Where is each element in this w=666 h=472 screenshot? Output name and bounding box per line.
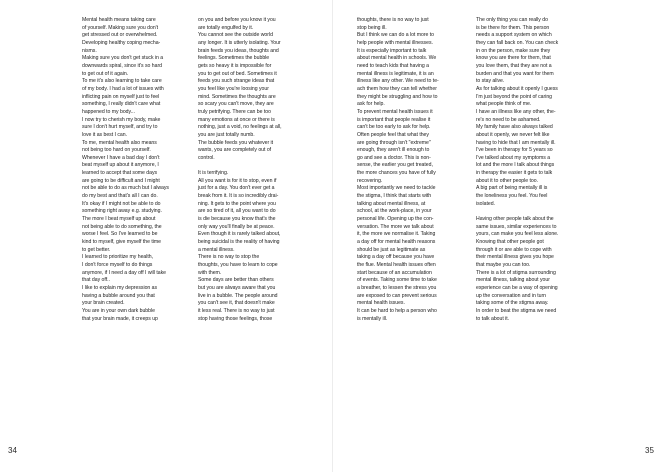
- text-line: [476, 208, 584, 216]
- text-line: start because of an accumulation: [357, 269, 432, 276]
- text-line: not be able to do as much but I always: [82, 185, 169, 192]
- text-line: but you are always aware that you: [198, 284, 276, 291]
- text-line: they can fall back on. You can check: [476, 39, 559, 46]
- text-line: to talk about it.: [476, 315, 510, 322]
- text-line: The only thing you can really do: [476, 17, 548, 23]
- text-line: thoughts, you have to learn to cope: [198, 261, 278, 268]
- text-line: ask for help.: [357, 101, 385, 108]
- text-line: that your brain made, it creeps up: [82, 315, 158, 322]
- text-line: needs a support system on which: [476, 32, 552, 39]
- text-line: versation. The more we talk about: [357, 223, 434, 230]
- text-line: To prevent mental health issues it: [357, 108, 433, 115]
- text-line: in therapy the easier it gets to talk: [476, 170, 553, 177]
- text-line: burden and that you want for them: [476, 70, 554, 77]
- text-column-2: [198, 17, 306, 323]
- text-line: live in a bubble. The people around: [198, 292, 278, 299]
- text-line: something, I really didn't care what: [82, 101, 161, 108]
- text-line: are totally engulfed by it.: [198, 24, 254, 31]
- text-line: Mental health means taking care: [82, 17, 156, 23]
- text-line: the more chances you have of fully: [357, 170, 436, 177]
- text-line: feelings. Sometimes the bubble: [198, 55, 270, 62]
- text-line: you are just totally numb.: [198, 131, 255, 138]
- text-line: All you want is for it to stop, even if: [198, 177, 277, 184]
- text-line: a breather, to lessen the stress you: [357, 284, 437, 291]
- text-line: school, at the work-place, in your: [357, 208, 432, 215]
- text-line: through it or are able to cope with: [476, 246, 552, 253]
- text-line: re's no need to be ashamed.: [476, 116, 541, 123]
- text-line: illness like any other. We need to te-: [357, 78, 439, 85]
- text-line: your brain created.: [82, 300, 125, 307]
- page-gutter: [332, 0, 333, 472]
- text-line: mental health issues.: [357, 300, 405, 307]
- text-line: Most importantly we need to tackle: [357, 185, 436, 192]
- text-line: their mental illness gives you hope: [476, 254, 554, 261]
- text-line: brain feeds you ideas, thoughts and: [198, 47, 279, 54]
- text-line: anymore, if I need a day off I will take: [82, 269, 166, 276]
- text-line: only way you'll finally be at peace.: [198, 223, 275, 230]
- text-line: know you are there for them, that: [476, 55, 551, 62]
- text-line: beat myself up about it anymore, I: [82, 162, 159, 169]
- text-line: enough, they aren't ill enough to: [357, 147, 430, 154]
- text-line: same issues, similar experiences to: [476, 223, 557, 230]
- text-line: I like to explain my depression as: [82, 284, 158, 291]
- text-line: do my best and that's all I can do.: [82, 193, 158, 200]
- text-line: Developing healthy coping mecha-: [82, 39, 161, 46]
- text-line: inflicting pain on myself just to feel: [82, 93, 160, 100]
- text-line: yours, can make you feel less alone.: [476, 231, 559, 238]
- text-line: experience can be a way of opening: [476, 284, 558, 291]
- text-line: Often people feel that what they: [357, 131, 429, 138]
- text-line: downwards spiral, since it's so hard: [82, 62, 162, 69]
- text-line: nothing, just a void, no feelings at all,: [198, 124, 282, 131]
- text-line: I've been in therapy for 5 years so: [476, 147, 553, 154]
- text-line: To me, mental health also means: [82, 139, 157, 146]
- text-line: any longer. It is utterly isolating. Your: [198, 39, 281, 46]
- text-line: love it as best I can.: [82, 131, 127, 138]
- text-line: In order to beat the stigma we need: [476, 307, 557, 314]
- text-line: There is a lot of stigma surrounding: [476, 269, 556, 276]
- text-line: of events. Taking some time to take: [357, 277, 437, 284]
- text-line: having to hide that I am mentally ill.: [476, 139, 556, 146]
- text-line: can't be too early to ask for help.: [357, 124, 431, 131]
- text-line: wants, you are completely out of: [198, 147, 272, 154]
- text-line: I'm just beyond the point of caring: [476, 93, 553, 100]
- text-line: mental illness, talking about your: [476, 277, 550, 284]
- text-line: To me it's also learning to take care: [82, 78, 162, 85]
- text-line: are exposed to can prevent serious: [357, 292, 437, 299]
- text-line: feeds you such strange ideas that: [198, 78, 275, 85]
- text-line: about it to other people too.: [476, 177, 539, 184]
- text-line: so scary you can't move, they are: [198, 101, 274, 108]
- text-line: Whenever I have a bad day I don't: [82, 154, 160, 161]
- text-line: The bubble feeds you whatever it: [198, 139, 274, 146]
- text-line: learned to accept that some days: [82, 170, 158, 177]
- text-line: taking a day off because you have: [357, 254, 435, 261]
- text-line: The more I beat myself up about: [82, 216, 156, 223]
- text-line: nisms.: [82, 47, 97, 54]
- text-line: personal life. Opening up the con-: [357, 216, 434, 223]
- text-line: It's okay if I might not be able to do: [82, 200, 161, 207]
- text-line: on you and before you know it you: [198, 17, 276, 23]
- text-line: it, the more we normalise it. Taking: [357, 231, 436, 238]
- text-line: many emotions at once or there is: [198, 116, 275, 123]
- text-line: is be there for them. This person: [476, 24, 550, 31]
- text-line: in on the person, make sure they: [476, 47, 551, 54]
- text-line: You cannot see the outside world: [198, 32, 273, 39]
- text-line: is mentally ill.: [357, 315, 388, 322]
- text-line: you love them, that they are not a: [476, 62, 552, 69]
- text-line: being suicidal is the reality of having: [198, 239, 280, 246]
- text-line: Knowing that other people got: [476, 239, 544, 246]
- text-line: stop being ill.: [357, 24, 387, 31]
- text-line: sense, the earlier you get treated,: [357, 162, 433, 169]
- text-line: recovering.: [357, 177, 383, 184]
- text-line: what people think of me.: [476, 101, 532, 108]
- text-column-4: [476, 17, 584, 323]
- text-line: that day off..: [82, 277, 110, 284]
- text-column-3: [357, 17, 465, 323]
- text-line: mind. Sometimes the thoughts are: [198, 93, 276, 100]
- text-line: I've talked about my symptoms a: [476, 154, 551, 161]
- text-line: Some days are better than others: [198, 277, 274, 284]
- text-line: gets so heavy it is impossible for: [198, 62, 272, 69]
- text-line: the stigma, I think that starts with: [357, 193, 432, 200]
- text-line: There is no way to stop the: [198, 254, 260, 261]
- text-line: Having other people talk about the: [476, 216, 554, 223]
- text-line: not being too hard on yourself.: [82, 147, 151, 154]
- text-line: My family have also always talked: [476, 124, 553, 131]
- text-line: up the conversation and in turn: [476, 292, 546, 299]
- text-line: you to get out of bed. Sometimes it: [198, 70, 277, 77]
- text-line: just for a day. You don't ever get a: [198, 185, 275, 192]
- text-line: it less real. There is no way to just: [198, 307, 275, 314]
- text-line: worse I feel. So I've learned to be: [82, 231, 158, 238]
- text-line: need to teach kids that having a: [357, 62, 429, 69]
- text-line: It is especially important to talk: [357, 47, 427, 54]
- text-line: are so tired of it, all you want to do: [198, 208, 276, 215]
- page-number-right: 35: [645, 446, 654, 455]
- text-column-1: [82, 17, 190, 323]
- text-line: not being able to do something, the: [82, 223, 162, 230]
- text-line: you feel like you're loosing your: [198, 85, 269, 92]
- text-line: sure I don't hurt myself, and try to: [82, 124, 158, 131]
- text-line: It is terrifying.: [198, 170, 229, 177]
- text-line: ning. It gets to the point where you: [198, 200, 276, 207]
- text-line: It can be hard to help a person who: [357, 307, 437, 314]
- text-line: stop having those feelings, those: [198, 315, 273, 322]
- text-line: talking about mental illness, at: [357, 200, 426, 207]
- text-line: I now try to cherish my body, make: [82, 116, 161, 123]
- text-line: I learned to prioritize my health,: [82, 254, 154, 261]
- text-line: you can't see it, that doesn't make: [198, 300, 275, 307]
- text-line: to get better.: [82, 246, 111, 253]
- text-line: You are in your own dark bubble: [82, 307, 155, 314]
- page-number-left: 34: [8, 446, 17, 455]
- text-line: I don't force myself to do things: [82, 262, 153, 268]
- text-line: of my body. I had a lot of issues with: [82, 85, 164, 92]
- text-line: is die because you know that's the: [198, 216, 276, 223]
- text-line: Even though it is rarely talked about,: [198, 231, 281, 238]
- text-line: isolated.: [476, 200, 495, 207]
- text-line: ach them how they can tell whether: [357, 85, 437, 92]
- text-line: A big part of being mentally ill is: [476, 185, 548, 192]
- text-line: with them.: [198, 269, 222, 276]
- text-line: a day off for mental health reasons: [357, 239, 436, 246]
- text-line: to stay alive.: [476, 78, 505, 85]
- text-line: they might be struggling and how to: [357, 93, 438, 100]
- text-line: are going through isn't "extreme": [357, 139, 431, 146]
- text-line: truly petrifying. There can be too: [198, 108, 271, 115]
- text-line: the loneliness you feel. You feel: [476, 193, 548, 200]
- text-line: should be just as legitimate as: [357, 246, 426, 253]
- text-line: the flue. Mental health issues often: [357, 262, 436, 268]
- text-line: thoughts, there is no way to just: [357, 17, 429, 23]
- text-line: go and see a doctor. This is non-: [357, 154, 431, 161]
- text-line: is important that people realise it: [357, 116, 431, 123]
- text-line: get stressed out or overwhelmed.: [82, 32, 158, 39]
- text-line: Making sure you don't get stuck in a: [82, 55, 164, 62]
- text-line: about mental health in schools. We: [357, 55, 437, 62]
- text-line: help people with mental illnesses.: [357, 39, 433, 46]
- text-line: I have an illness like any other, the-: [476, 108, 556, 115]
- text-line: are going to be difficult and I might: [82, 177, 160, 184]
- text-line: kind to myself, give myself the time: [82, 239, 161, 246]
- text-line: break from it. It is so incredibly drai-: [198, 193, 279, 200]
- text-line: about it openly, we never felt like: [476, 131, 550, 138]
- text-line: a mental illness.: [198, 246, 235, 253]
- text-line: taking some of the stigma away.: [476, 300, 549, 307]
- text-line: having a bubble around you that: [82, 292, 155, 299]
- text-line: control.: [198, 154, 215, 161]
- text-line: lot and the more I talk about things: [476, 162, 555, 169]
- text-line: mental illness is legitimate, it is an: [357, 70, 434, 77]
- text-line: happened to my body...: [82, 108, 135, 115]
- text-line: to get out of it again.: [82, 70, 129, 77]
- text-line: something right away e.g. studying.: [82, 208, 162, 215]
- text-line: As for talking about it openly I guess: [476, 85, 558, 92]
- text-line: But I think we can do a lot more to: [357, 32, 435, 39]
- text-line: that maybe you can too.: [476, 261, 531, 268]
- text-line: of yourself. Making sure you don't: [82, 24, 159, 31]
- text-line: [198, 162, 306, 170]
